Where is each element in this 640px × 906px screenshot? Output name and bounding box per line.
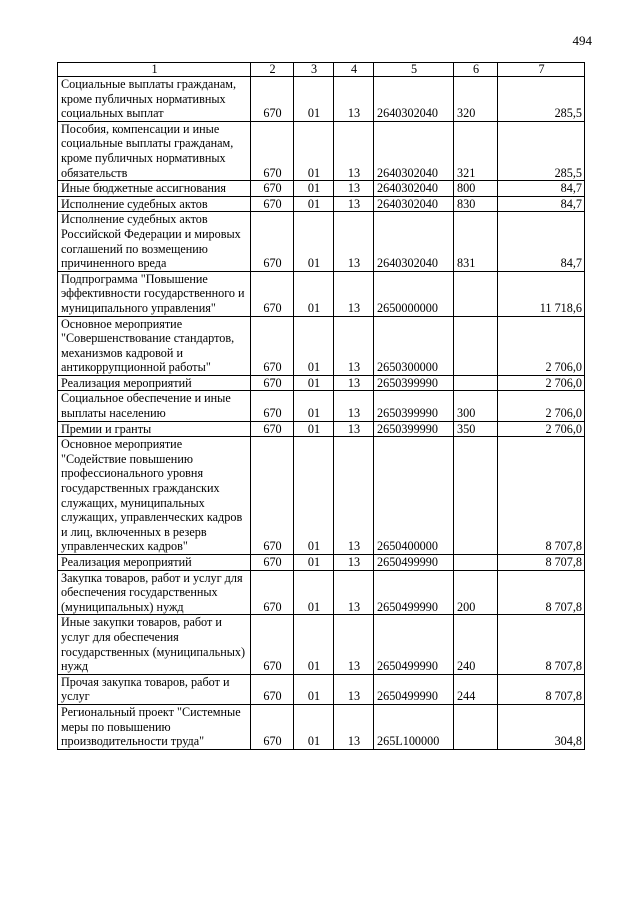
admin-code-cell: 670 <box>251 181 294 197</box>
amount-cell: 84,7 <box>498 212 585 271</box>
amount-cell: 8 707,8 <box>498 674 585 704</box>
amount-cell: 2 706,0 <box>498 391 585 421</box>
subsection-cell: 13 <box>334 391 374 421</box>
table-row <box>58 391 585 421</box>
column-header: 3 <box>294 63 334 77</box>
subsection-cell: 13 <box>334 615 374 674</box>
section-cell: 01 <box>294 212 334 271</box>
expense-type-cell: 350 <box>454 421 498 437</box>
amount-cell: 8 707,8 <box>498 437 585 555</box>
target-article-cell: 265L100000 <box>374 704 454 749</box>
column-header: 7 <box>498 63 585 77</box>
page-number: 494 <box>572 33 592 48</box>
section-cell: 01 <box>294 704 334 749</box>
row-name-cell: Основное мероприятие "Совершенствование стандартов, механизмов кадровой и антикоррупционной работы" <box>58 316 251 375</box>
subsection-cell: 13 <box>334 421 374 437</box>
target-article-cell: 2650499990 <box>374 570 454 615</box>
section-cell: 01 <box>294 437 334 555</box>
admin-code-cell: 670 <box>251 212 294 271</box>
section-cell: 01 <box>294 421 334 437</box>
row-name-cell: Региональный проект "Системные меры по повышению производительности труда" <box>58 704 251 749</box>
amount-cell: 304,8 <box>498 704 585 749</box>
admin-code-cell: 670 <box>251 271 294 316</box>
section-cell: 01 <box>294 196 334 212</box>
target-article-cell: 2640302040 <box>374 181 454 197</box>
amount-cell: 8 707,8 <box>498 555 585 571</box>
section-cell: 01 <box>294 316 334 375</box>
row-name-cell: Исполнение судебных актов <box>58 196 251 212</box>
expense-type-cell <box>454 555 498 571</box>
amount-cell: 84,7 <box>498 196 585 212</box>
table-row <box>58 555 585 571</box>
section-cell: 01 <box>294 570 334 615</box>
expense-type-cell: 300 <box>454 391 498 421</box>
section-cell: 01 <box>294 615 334 674</box>
target-article-cell: 2650000000 <box>374 271 454 316</box>
amount-cell: 2 706,0 <box>498 375 585 391</box>
subsection-cell: 13 <box>334 121 374 180</box>
amount-cell: 8 707,8 <box>498 570 585 615</box>
subsection-cell: 13 <box>334 555 374 571</box>
admin-code-cell: 670 <box>251 375 294 391</box>
target-article-cell: 2650399990 <box>374 375 454 391</box>
target-article-cell: 2650300000 <box>374 316 454 375</box>
row-name-cell: Реализация мероприятий <box>58 375 251 391</box>
expense-type-cell: 240 <box>454 615 498 674</box>
target-article-cell: 2650399990 <box>374 421 454 437</box>
expense-type-cell <box>454 316 498 375</box>
amount-cell: 11 718,6 <box>498 271 585 316</box>
subsection-cell: 13 <box>334 181 374 197</box>
expense-type-cell: 800 <box>454 181 498 197</box>
subsection-cell: 13 <box>334 77 374 122</box>
section-cell: 01 <box>294 121 334 180</box>
table-row <box>58 181 585 197</box>
target-article-cell: 2640302040 <box>374 212 454 271</box>
section-cell: 01 <box>294 555 334 571</box>
table-row <box>58 615 585 674</box>
expense-type-cell <box>454 704 498 749</box>
target-article-cell: 2640302040 <box>374 77 454 122</box>
target-article-cell: 2640302040 <box>374 196 454 212</box>
admin-code-cell: 670 <box>251 391 294 421</box>
admin-code-cell: 670 <box>251 615 294 674</box>
admin-code-cell: 670 <box>251 316 294 375</box>
table-row <box>58 316 585 375</box>
row-name-cell: Основное мероприятие "Содействие повышению профессионального уровня государственных гражданских служащих, муниципальных служащих, управленческих кадров и лиц, включенных в резерв управленческих кадров" <box>58 437 251 555</box>
row-name-cell: Исполнение судебных актов Российской Федерации и мировых соглашений по возмещению причиненного вреда <box>58 212 251 271</box>
table-row <box>58 212 585 271</box>
subsection-cell: 13 <box>334 437 374 555</box>
row-name-cell: Социальные выплаты гражданам, кроме публичных нормативных социальных выплат <box>58 77 251 122</box>
column-header: 5 <box>374 63 454 77</box>
amount-cell: 2 706,0 <box>498 316 585 375</box>
expense-type-cell: 200 <box>454 570 498 615</box>
expense-type-cell: 244 <box>454 674 498 704</box>
column-header: 1 <box>58 63 251 77</box>
row-name-cell: Иные бюджетные ассигнования <box>58 181 251 197</box>
expense-type-cell: 320 <box>454 77 498 122</box>
header-row <box>58 63 585 77</box>
admin-code-cell: 670 <box>251 196 294 212</box>
admin-code-cell: 670 <box>251 437 294 555</box>
table-row <box>58 375 585 391</box>
column-header: 6 <box>454 63 498 77</box>
row-name-cell: Закупка товаров, работ и услуг для обеспечения государственных (муниципальных) нужд <box>58 570 251 615</box>
row-name-cell: Реализация мероприятий <box>58 555 251 571</box>
subsection-cell: 13 <box>334 196 374 212</box>
subsection-cell: 13 <box>334 212 374 271</box>
row-name-cell: Премии и гранты <box>58 421 251 437</box>
row-name-cell: Иные закупки товаров, работ и услуг для обеспечения государственных (муниципальных) нужд <box>58 615 251 674</box>
admin-code-cell: 670 <box>251 121 294 180</box>
section-cell: 01 <box>294 77 334 122</box>
amount-cell: 84,7 <box>498 181 585 197</box>
amount-cell: 285,5 <box>498 77 585 122</box>
section-cell: 01 <box>294 674 334 704</box>
target-article-cell: 2650399990 <box>374 391 454 421</box>
target-article-cell: 2640302040 <box>374 121 454 180</box>
target-article-cell: 2650499990 <box>374 615 454 674</box>
budget-table <box>57 62 585 750</box>
table-row <box>58 704 585 749</box>
row-name-cell: Прочая закупка товаров, работ и услуг <box>58 674 251 704</box>
table-row <box>58 271 585 316</box>
section-cell: 01 <box>294 375 334 391</box>
expense-type-cell <box>454 271 498 316</box>
column-header: 4 <box>334 63 374 77</box>
admin-code-cell: 670 <box>251 674 294 704</box>
expense-type-cell: 321 <box>454 121 498 180</box>
column-header: 2 <box>251 63 294 77</box>
admin-code-cell: 670 <box>251 570 294 615</box>
admin-code-cell: 670 <box>251 77 294 122</box>
amount-cell: 2 706,0 <box>498 421 585 437</box>
target-article-cell: 2650499990 <box>374 555 454 571</box>
table-row <box>58 437 585 555</box>
admin-code-cell: 670 <box>251 555 294 571</box>
admin-code-cell: 670 <box>251 704 294 749</box>
row-name-cell: Социальное обеспечение и иные выплаты населению <box>58 391 251 421</box>
amount-cell: 8 707,8 <box>498 615 585 674</box>
subsection-cell: 13 <box>334 704 374 749</box>
section-cell: 01 <box>294 181 334 197</box>
row-name-cell: Пособия, компенсации и иные социальные выплаты гражданам, кроме публичных нормативных обязательств <box>58 121 251 180</box>
subsection-cell: 13 <box>334 316 374 375</box>
subsection-cell: 13 <box>334 570 374 615</box>
table-row <box>58 77 585 122</box>
table-row <box>58 121 585 180</box>
section-cell: 01 <box>294 271 334 316</box>
admin-code-cell: 670 <box>251 421 294 437</box>
expense-type-cell: 831 <box>454 212 498 271</box>
table-row <box>58 421 585 437</box>
subsection-cell: 13 <box>334 271 374 316</box>
row-name-cell: Подпрограмма "Повышение эффективности государственного и муниципального управления" <box>58 271 251 316</box>
table-row <box>58 674 585 704</box>
subsection-cell: 13 <box>334 375 374 391</box>
expense-type-cell <box>454 375 498 391</box>
amount-cell: 285,5 <box>498 121 585 180</box>
expense-type-cell: 830 <box>454 196 498 212</box>
expense-type-cell <box>454 437 498 555</box>
section-cell: 01 <box>294 391 334 421</box>
table-row <box>58 196 585 212</box>
table-row <box>58 570 585 615</box>
target-article-cell: 2650499990 <box>374 674 454 704</box>
table-body <box>58 77 585 750</box>
subsection-cell: 13 <box>334 674 374 704</box>
target-article-cell: 2650400000 <box>374 437 454 555</box>
